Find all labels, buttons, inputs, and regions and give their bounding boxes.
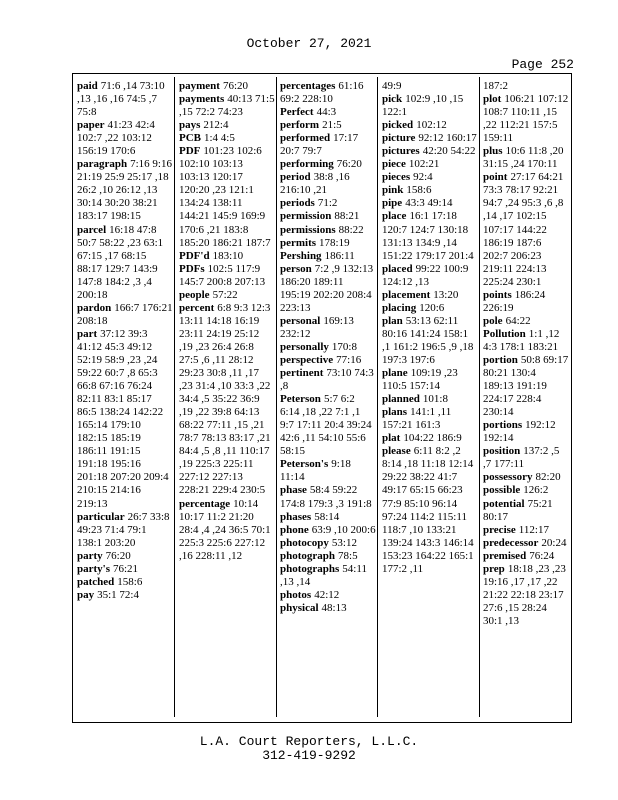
index-entry <box>77 158 173 223</box>
index-entry <box>280 602 376 615</box>
index-term: percentages <box>280 80 336 92</box>
index-term: personal <box>280 314 321 327</box>
index-references: 178:19 <box>319 236 350 249</box>
index-term: pictures <box>382 145 420 158</box>
index-entry <box>382 445 478 575</box>
index-entry <box>280 563 376 589</box>
index-term: Perfect <box>280 106 314 119</box>
index-references: 63:9 ,10 200:6 <box>311 523 376 536</box>
index-entry <box>179 302 275 498</box>
index-entry <box>179 145 275 249</box>
index-references: 75:21 80:17 <box>483 497 553 523</box>
index-term: phone <box>280 523 309 536</box>
index-references: 20:24 <box>541 536 567 549</box>
index-term: photograph <box>280 549 336 562</box>
index-term: party's <box>77 562 110 575</box>
index-term: Peterson <box>280 393 321 406</box>
index-references: 76:20 <box>222 80 249 92</box>
index-entry <box>382 132 478 145</box>
index-entry <box>280 393 376 458</box>
index-term: pay <box>77 588 95 601</box>
index-term: perspective <box>280 353 334 366</box>
index-entry <box>382 158 478 171</box>
index-entry <box>280 550 376 563</box>
index-entry <box>280 132 376 158</box>
page-number: Page 252 <box>511 57 574 72</box>
index-entry <box>280 80 376 106</box>
index-entry <box>77 80 173 119</box>
index-references: 6:8 9:3 12:3 13:11 14:18 16:19 23:11 24:19 25:12 ,19 ,23 26:4 26:8 27:5 ,6 ,11 28:12 29:23 30:8 ,11 ,17 ,23 31:4 ,10 33:3 ,22 34:4 ,5 35:22 36:9 ,19 ,22 39:8 64:13 68:22 77:11 ,15 ,21 78:7 78:13 83:17 ,21 84:4 ,5 ,8 ,11 110:17 ,19 225:3 225:11 227:12 227:13 228:21 229:4 230:5 <box>179 301 271 497</box>
index-term: period <box>280 171 311 184</box>
index-term: placement <box>382 288 431 301</box>
index-entry <box>483 563 569 628</box>
index-references: 54:11 ,13 ,14 <box>280 562 367 588</box>
index-entry <box>179 93 275 119</box>
index-entry <box>280 263 376 315</box>
index-references: 6:11 8:2 ,2 8:14 ,18 11:18 12:14 29:22 38:22 41:7 49:17 65:15 66:23 77:9 85:10 96:14 97:24 114:2 115:11 118:7 ,10 133:21 139:24 143:3 146:14 153:23 164:22 165:1 177:2 ,11 <box>382 445 474 575</box>
index-entry <box>280 171 376 197</box>
index-term: perform <box>280 119 320 132</box>
index-references: 16:1 17:18 120:7 124:7 130:18 131:13 134:9 ,14 151:22 179:17 201:4 <box>382 210 474 262</box>
index-references: 58:4 59:22 174:8 179:3 ,3 191:8 <box>280 484 372 510</box>
index-term: pardon <box>77 301 112 314</box>
index-entry <box>179 132 275 145</box>
index-references: 71:6 ,14 73:10 ,13 ,16 ,16 74:5 ,7 75:8 <box>77 80 165 119</box>
index-references: 92:4 <box>413 171 433 184</box>
index-references: 92:12 160:17 <box>418 132 477 145</box>
index-entry <box>382 289 478 302</box>
index-term: PDF'd <box>179 249 210 262</box>
index-term: portion <box>483 353 518 366</box>
index-term: picked <box>382 119 414 132</box>
column-divider <box>174 77 175 717</box>
index-references: 61:16 69:2 228:10 <box>280 80 364 106</box>
index-entry <box>280 354 376 367</box>
index-entry <box>280 537 376 550</box>
index-references: 73:10 74:3 ,8 <box>280 367 374 393</box>
index-references: 37:12 39:3 41:12 45:3 49:12 52:19 58:9 ,23 ,24 59:22 60:7 ,8 65:3 66:8 67:16 76:24 82:11 83:1 85:17 86:5 138:24 142:22 165:14 179:10 182:15 185:19 186:11 191:15 191:18 195:16 201:18 207:20 209:4 210:15 214:16 219:13 <box>77 327 169 510</box>
index-term: portions <box>483 419 523 432</box>
index-term: percentage <box>179 497 231 510</box>
index-references: 102:5 117:9 145:7 200:8 207:13 <box>179 262 266 288</box>
index-term: permits <box>280 236 317 249</box>
index-references: 88:22 <box>338 223 364 236</box>
index-entry <box>382 393 478 406</box>
index-entry <box>483 315 569 328</box>
index-references: 10:6 11:8 ,20 31:15 ,24 170:11 <box>483 145 564 171</box>
index-term: plan <box>382 314 403 327</box>
index-references: 141:1 ,11 157:21 161:3 <box>382 406 452 432</box>
index-entry <box>280 458 376 484</box>
index-term: plane <box>382 367 408 380</box>
index-references: 137:2 ,5 ,7 177:11 <box>483 445 560 471</box>
index-references: 88:21 <box>334 210 360 223</box>
index-references: 7:16 9:16 21:19 25:9 25:17 ,18 26:2 ,10 26:12 ,13 30:14 30:20 38:21 183:17 198:15 <box>77 158 172 223</box>
index-term: predecessor <box>483 536 539 549</box>
index-term: plat <box>382 432 401 445</box>
index-term: permissions <box>280 223 336 236</box>
index-entry <box>382 197 478 210</box>
index-references: 5:7 6:2 6:14 ,18 ,22 7:1 ,1 9:7 17:11 20:4 39:24 42:6 ,11 54:10 55:6 58:15 <box>280 393 372 458</box>
index-references: 102:12 <box>416 119 447 132</box>
index-references: 57:22 <box>212 288 238 301</box>
index-term: precise <box>483 523 516 536</box>
index-references: 186:11 <box>324 249 355 262</box>
index-term: payment <box>179 80 220 92</box>
index-term: performed <box>280 132 331 145</box>
index-references: 50:8 69:17 80:21 130:4 189:13 191:19 224:17 228:4 230:14 <box>483 353 569 419</box>
index-entry <box>382 145 478 158</box>
index-references: 166:7 176:21 208:18 <box>77 301 173 327</box>
index-references: 53:12 <box>331 536 357 549</box>
index-term: pertinent <box>280 367 324 380</box>
index-entry <box>179 119 275 132</box>
index-references: 10:14 10:17 11:2 21:20 28:4 ,4 ,24 36:5 70:1 225:3 225:6 227:12 ,16 228:11 ,12 <box>179 497 271 562</box>
index-entry <box>77 302 173 328</box>
index-term: possessory <box>483 471 533 484</box>
index-column-1 <box>77 80 173 720</box>
index-term: periods <box>280 197 315 210</box>
index-entry <box>280 250 376 263</box>
index-term: plans <box>382 406 408 419</box>
index-entry <box>77 511 173 550</box>
index-term: PDF <box>179 145 201 158</box>
index-references: 187:2 <box>483 80 509 92</box>
index-entry <box>280 341 376 354</box>
index-term: points <box>483 288 512 301</box>
index-references: 49:9 <box>382 80 402 92</box>
index-references: 7:2 ,9 132:13 186:20 189:11 195:19 202:20 208:4 223:13 <box>280 262 374 314</box>
index-term: pieces <box>382 171 411 184</box>
index-term: position <box>483 445 521 458</box>
index-references: 158:6 <box>117 575 143 588</box>
index-references: 44:3 <box>316 106 337 119</box>
index-term: people <box>179 288 210 301</box>
index-entry <box>280 158 376 171</box>
index-entry <box>382 93 478 119</box>
index-references: 1:1 ,12 4:3 178:1 183:21 <box>483 327 560 353</box>
index-entry <box>179 250 275 263</box>
index-term: photocopy <box>280 536 329 549</box>
index-references: 101:8 <box>422 393 448 406</box>
index-references: 64:22 <box>505 314 531 327</box>
index-entry <box>483 419 569 445</box>
index-references: 1:4 4:5 <box>204 132 235 145</box>
index-column-4 <box>382 80 478 720</box>
index-entry <box>179 289 275 302</box>
index-entry <box>382 432 478 445</box>
index-entry <box>77 119 173 158</box>
index-term: point <box>483 171 508 184</box>
index-term: pays <box>179 119 201 132</box>
index-entry <box>77 589 173 602</box>
index-term: parcel <box>77 223 107 236</box>
index-term: placing <box>382 301 417 314</box>
index-references: 21:5 <box>322 119 342 132</box>
index-references: 109:19 ,23 110:5 157:14 <box>382 367 458 393</box>
index-references: 192:12 192:14 <box>483 419 556 445</box>
index-term: plot <box>483 93 502 106</box>
index-entry <box>382 367 478 393</box>
index-references: 41:23 42:4 102:7 ,22 103:12 156:19 170:6 <box>77 119 155 158</box>
index-term: Peterson's <box>280 458 329 471</box>
index-references: 18:18 ,23 ,23 19:16 ,17 ,17 ,22 21:22 22:18 23:17 27:6 ,15 28:24 30:1 ,13 <box>483 562 566 627</box>
index-references: 42:12 <box>314 588 340 601</box>
index-references: 169:13 232:12 <box>280 314 354 340</box>
index-term: pipe <box>382 197 403 210</box>
index-entry <box>483 354 569 419</box>
index-entry <box>280 106 376 119</box>
index-references: 76:20 <box>336 158 362 171</box>
index-term: PDFs <box>179 262 205 275</box>
index-entry <box>280 237 376 250</box>
document-date: October 27, 2021 <box>246 36 372 51</box>
footer-phone: 312-419-9292 <box>262 748 356 763</box>
index-entry <box>280 210 376 223</box>
index-references: 77:16 <box>336 353 362 366</box>
index-entry <box>382 406 478 432</box>
index-entry <box>179 498 275 563</box>
index-references: 104:22 186:9 <box>403 432 462 445</box>
index-term: physical <box>280 601 319 614</box>
index-term: patched <box>77 575 115 588</box>
index-term: photographs <box>280 562 340 575</box>
index-references: 186:24 226:19 <box>483 288 546 314</box>
index-entry <box>483 145 569 171</box>
index-entry <box>483 550 569 563</box>
index-term: photos <box>280 588 312 601</box>
index-entry <box>382 315 478 367</box>
index-entry <box>280 367 376 393</box>
index-term: payments <box>179 93 225 106</box>
index-entry <box>77 224 173 302</box>
index-column-3 <box>280 80 376 720</box>
index-entry <box>280 197 376 210</box>
index-term: pick <box>382 93 403 106</box>
index-entry <box>280 119 376 132</box>
index-references: 99:22 100:9 124:12 ,13 <box>382 262 469 288</box>
index-references: 38:8 ,16 216:10 ,21 <box>280 171 350 197</box>
index-entry <box>382 302 478 315</box>
index-term: PCB <box>179 132 201 145</box>
index-references: 112:17 <box>518 523 549 536</box>
index-references: 35:1 72:4 <box>97 588 139 601</box>
index-term: Pollution <box>483 327 526 340</box>
index-references: 106:21 107:12 108:7 110:11 ,15 ,22 112:21 157:5 159:11 <box>483 93 569 145</box>
index-term: paragraph <box>77 158 128 171</box>
index-term: person <box>280 262 312 275</box>
index-entry <box>280 224 376 237</box>
index-entry <box>77 576 173 589</box>
index-entry <box>77 550 173 563</box>
index-entry <box>483 524 569 537</box>
index-entry <box>179 80 275 93</box>
index-entry <box>280 589 376 602</box>
index-references: 58:14 <box>314 510 340 523</box>
index-term: part <box>77 327 98 340</box>
index-references: 212:4 <box>203 119 229 132</box>
index-term: piece <box>382 158 406 171</box>
index-term: phase <box>280 484 307 497</box>
index-references: 40:13 71:5 ,15 72:2 74:23 <box>179 93 275 119</box>
index-term: permission <box>280 210 332 223</box>
index-entry <box>483 471 569 484</box>
index-entry <box>382 263 478 289</box>
index-references: 76:24 <box>529 549 555 562</box>
index-column-5 <box>483 80 569 720</box>
index-term: party <box>77 549 103 562</box>
index-references: 27:17 64:21 73:3 78:17 92:21 94:7 ,24 95:3 ,6 ,8 ,14 ,17 102:15 107:17 144:22 186:19 187:6 202:7 206:23 219:11 224:13 225:24 230:1 <box>483 171 564 288</box>
index-entry <box>382 171 478 184</box>
index-entry <box>483 171 569 288</box>
index-column-2 <box>179 80 275 720</box>
index-references: 43:3 49:14 <box>405 197 453 210</box>
index-references: 101:23 102:6 102:10 103:13 103:13 120:17 120:20 ,23 121:1 134:24 138:11 144:21 145:9 169:9 170:6 ,21 183:8 185:20 186:21 187:7 <box>179 145 271 249</box>
index-references: 42:20 54:22 <box>422 145 476 158</box>
column-divider <box>276 77 277 717</box>
index-references: 26:7 33:8 49:23 71:4 79:1 138:1 203:20 <box>77 510 170 549</box>
index-references: 71:2 <box>317 197 338 210</box>
index-references: 102:21 <box>408 158 440 171</box>
index-term: please <box>382 445 411 458</box>
index-references: 82:20 <box>535 471 561 484</box>
index-entry <box>483 289 569 315</box>
index-references: 13:20 <box>433 288 459 301</box>
index-references: 53:13 62:11 80:16 141:24 158:1 ,1 161:2 196:5 ,9 ,18 197:3 197:6 <box>382 314 474 366</box>
index-term: paper <box>77 119 105 132</box>
index-entry <box>77 328 173 511</box>
index-references: 76:21 <box>113 562 139 575</box>
index-references: 102:9 ,10 ,15 122:1 <box>382 93 464 119</box>
index-term: placed <box>382 262 413 275</box>
index-entry <box>179 263 275 289</box>
index-entry <box>280 511 376 524</box>
index-entry <box>280 315 376 341</box>
index-references: 9:18 11:14 <box>280 458 351 484</box>
index-term: premised <box>483 549 527 562</box>
index-term: personally <box>280 340 329 353</box>
index-references: 17:17 20:7 79:7 <box>280 132 359 158</box>
index-term: place <box>382 210 407 223</box>
index-term: pole <box>483 314 503 327</box>
index-references: 158:6 <box>406 184 432 197</box>
index-entry <box>382 210 478 262</box>
index-term: potential <box>483 497 525 510</box>
index-entry <box>77 563 173 576</box>
index-term: particular <box>77 510 125 523</box>
index-term: Pershing <box>280 249 322 262</box>
index-references: 126:2 <box>523 484 549 497</box>
index-entry <box>483 498 569 524</box>
index-term: percent <box>179 301 215 314</box>
index-entry <box>483 328 569 354</box>
index-entry <box>483 445 569 471</box>
index-entry <box>483 537 569 550</box>
index-term: picture <box>382 132 416 145</box>
index-entry <box>382 119 478 132</box>
index-term: prep <box>483 562 505 575</box>
index-term: paid <box>77 80 98 92</box>
index-references: 76:20 <box>105 549 131 562</box>
index-entry <box>382 184 478 197</box>
index-entry <box>483 484 569 497</box>
index-references: 16:18 47:8 50:7 58:22 ,23 63:1 67:15 ,17 68:15 88:17 129:7 143:9 147:8 184:2 ,3 ,4 200:18 <box>77 223 164 301</box>
index-term: plus <box>483 145 503 158</box>
index-term: planned <box>382 393 420 406</box>
index-term: phases <box>280 510 312 523</box>
index-entry <box>483 93 569 145</box>
index-term: possible <box>483 484 521 497</box>
index-entry <box>280 524 376 537</box>
index-references: 183:10 <box>212 249 244 262</box>
index-term: pink <box>382 184 404 197</box>
index-references: 48:13 <box>321 601 347 614</box>
index-entry <box>382 80 478 93</box>
column-divider <box>377 77 378 717</box>
footer-company: L.A. Court Reporters, L.L.C. <box>199 734 419 749</box>
index-references: 120:6 <box>419 301 445 314</box>
index-entry <box>483 80 569 93</box>
index-entry <box>280 484 376 510</box>
column-divider <box>479 77 480 717</box>
index-references: 170:8 <box>331 340 357 353</box>
index-term: performing <box>280 158 334 171</box>
index-references: 78:5 <box>338 549 358 562</box>
